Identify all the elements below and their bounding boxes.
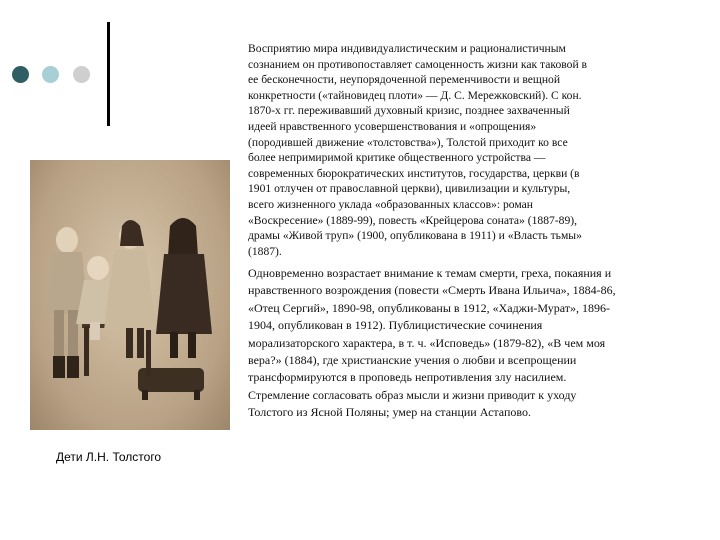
bullet-dot-gray (73, 66, 90, 83)
text-line: вера?» (1884), где христианские учения о любви и всепрощении (248, 353, 577, 368)
text-line: конкретности («тайновидец плоти» — Д. С. Мережковский). С кон. (248, 88, 582, 102)
text-line: всего жизненного уклада «образованных классов»: роман (248, 197, 533, 211)
text-line: «Отец Сергий», 1890-98, опубликованы в 1912, «Хаджи-Мурат», 1896- (248, 300, 611, 315)
text-line: трансформируются в проповедь непротивления злу насилием. (248, 370, 567, 385)
text-line: драмы «Живой труп» (1900, опубликована в 1911) и «Власть тьмы» (248, 229, 582, 243)
text-line: «Воскресение» (1889-99), повесть «Крейцерова соната» (1887-89), (248, 213, 578, 227)
text-line: нравственного возрождения (повести «Смерть Ивана Ильича», 1884-86, (248, 283, 616, 298)
photo-caption: Дети Л.Н. Толстого (56, 450, 162, 464)
text-line: Стремление согласовать образ мысли и жизни приводит к уходу (248, 387, 577, 402)
vertical-divider (107, 22, 110, 126)
text-line: сознанием он противопоставляет самоценность жизни как таковой в (248, 57, 588, 71)
photo-child-4 (156, 218, 212, 358)
paragraph-2 (248, 265, 688, 422)
text-line: 1904, опубликован в 1912). Публицистические сочинения (248, 318, 543, 333)
paragraph-1 (248, 41, 688, 259)
text-line: (породившей движение «толстовства»), Толстой приходит ко все (248, 135, 568, 149)
bullet-dot-light (42, 66, 59, 83)
text-line: Одновременно возрастает внимание к темам смерти, греха, покаяния и (248, 266, 612, 280)
bullet-dot-dark (12, 66, 29, 83)
family-photo (30, 160, 230, 430)
text-line: Восприятию мира индивидуалистическим и рационалистичным (248, 42, 566, 55)
text-line: ее бесконечности, неупорядоченной переменчивости и вещной (248, 73, 561, 87)
text-line: (1887). (248, 244, 282, 258)
text-line: Толстого из Ясной Поляны; умер на станции Астапово. (248, 405, 531, 420)
text-line: 1870-х гг. переживавший духовный кризис, позднее захваченный (248, 104, 570, 118)
text-line: современных бюрократических институтов, государства, церкви (в (248, 166, 580, 180)
text-line: морализаторского характера, в т. ч. «Исповедь» (1879-82), «В чем моя (248, 335, 606, 350)
text-line: более непримиримой критике общественного устройства — (248, 151, 546, 165)
text-line: 1901 отлучен от православной церкви), цивилизации и культуры, (248, 182, 571, 196)
text-line: идеей нравственного усовершенствования и «опрощения» (248, 119, 537, 133)
